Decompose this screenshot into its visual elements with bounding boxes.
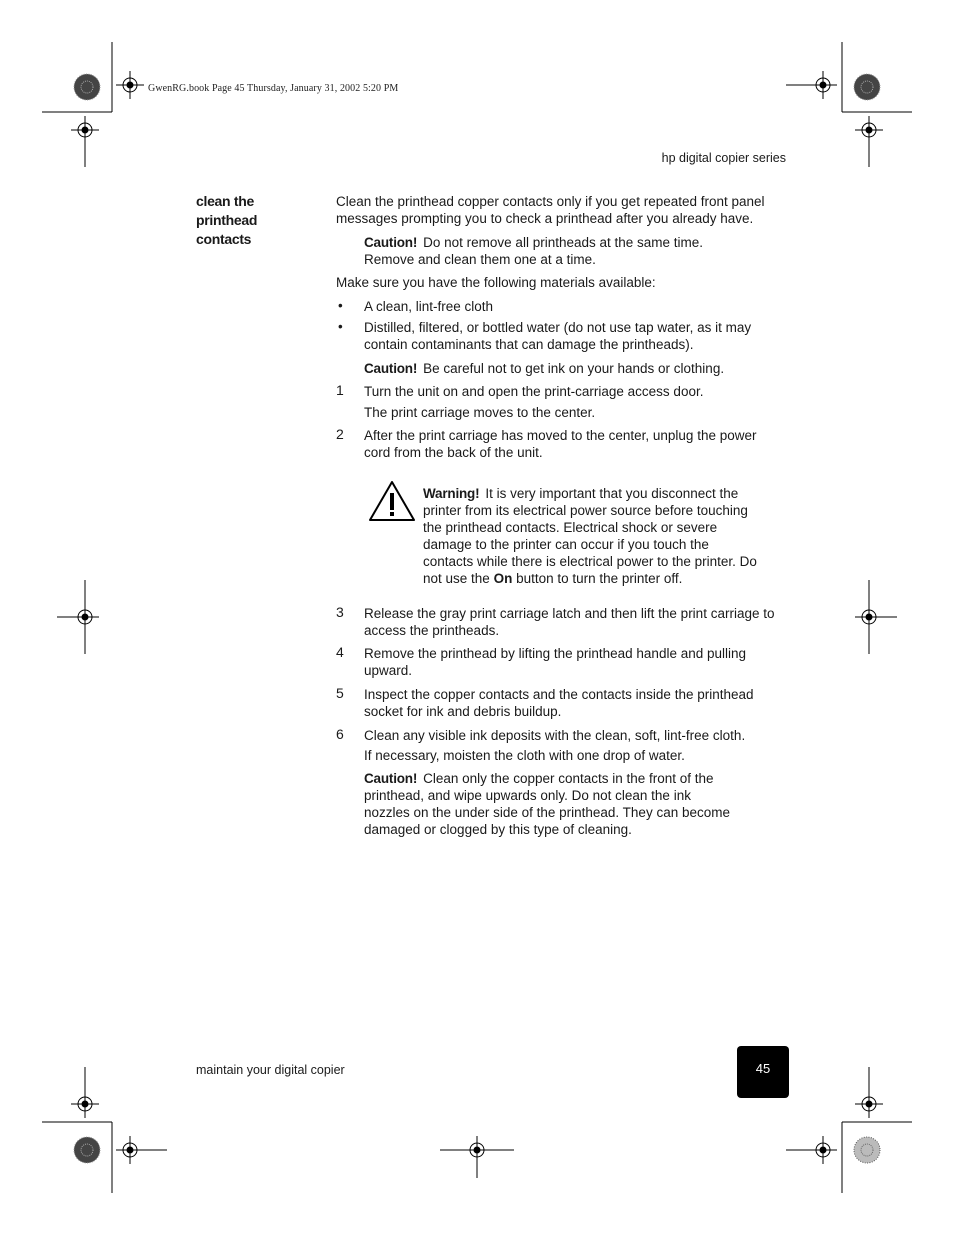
caution-label: Caution! <box>364 361 418 376</box>
step-number: 4 <box>336 644 344 660</box>
caution-text: printhead, and wipe upwards only. Do not clean the ink <box>364 788 691 803</box>
caution-text: damaged or clogged by this type of cleaning. <box>364 822 632 837</box>
step-number: 1 <box>336 382 344 398</box>
intro-line: messages prompting you to check a printhead after you already have. <box>336 211 754 226</box>
warning-text: It is very important that you disconnect the <box>485 486 739 501</box>
step-note: The print carriage moves to the center. <box>364 405 596 420</box>
caution-note <box>364 770 730 838</box>
bullet-symbol: • <box>338 298 343 313</box>
book-slug: GwenRG.book Page 45 Thursday, January 31, 2002 5:20 PM <box>148 83 399 94</box>
caution-text: Be careful not to get ink on your hands or clothing. <box>423 361 725 376</box>
warning-text: the printhead contacts. Electrical shock or severe <box>423 520 718 535</box>
step-text <box>364 427 756 461</box>
step-line: socket for ink and debris buildup. <box>364 704 562 719</box>
warning-note <box>423 485 757 587</box>
warning-label: Warning! <box>423 486 480 501</box>
bullet-line: contain contaminants that can damage the printheads). <box>364 337 694 352</box>
materials-intro: Make sure you have the following materials available: <box>336 275 656 290</box>
caution-text: Clean only the copper contacts in the front of the <box>423 771 714 786</box>
footer-section-title: maintain your digital copier <box>196 1063 345 1077</box>
step-number: 3 <box>336 604 344 620</box>
caution-text: nozzles on the under side of the printhead. They can become <box>364 805 730 820</box>
section-heading-line: printhead <box>196 212 258 228</box>
on-button-label: On <box>493 571 513 586</box>
step-text <box>364 645 746 679</box>
warning-text: printer from its electrical power source before touching <box>423 503 748 518</box>
caution-label: Caution! <box>364 771 418 786</box>
warning-text: damage to the printer can occur if you touch the <box>423 537 709 552</box>
running-head: hp digital copier series <box>661 151 786 165</box>
bullet-line: Distilled, filtered, or bottled water (do not use tap water, as it may <box>364 320 752 335</box>
step-text: Turn the unit on and open the print-carriage access door. <box>364 384 704 399</box>
page-number-box <box>737 1046 789 1098</box>
step-line: cord from the back of the unit. <box>364 445 543 460</box>
section-heading-line: clean the <box>196 193 254 209</box>
caution-note <box>364 234 703 268</box>
step-number: 2 <box>336 426 344 442</box>
warning-text: button to turn the printer off. <box>512 571 683 586</box>
caution-label: Caution! <box>364 235 418 250</box>
step-line: Release the gray print carriage latch and then lift the print carriage to <box>364 606 775 621</box>
bullet-symbol: • <box>338 319 343 334</box>
caution-note <box>364 360 724 377</box>
intro-line: Clean the printhead copper contacts only if you get repeated front panel <box>336 194 765 209</box>
section-heading <box>196 192 316 249</box>
step-line: Remove the printhead by lifting the printhead handle and pulling <box>364 646 747 661</box>
step-text <box>364 686 754 720</box>
bullet-item: A clean, lint-free cloth <box>364 299 494 314</box>
section-heading-line: contacts <box>196 231 252 247</box>
intro-paragraph <box>336 193 765 227</box>
step-text: Clean any visible ink deposits with the clean, soft, lint-free cloth. <box>364 728 746 743</box>
step-line: After the print carriage has moved to the center, unplug the power <box>364 428 757 443</box>
warning-text: not use the <box>423 571 494 586</box>
page-number: 45 <box>755 1060 771 1076</box>
step-line: access the printheads. <box>364 623 500 638</box>
step-number: 6 <box>336 726 344 742</box>
step-note: If necessary, moisten the cloth with one drop of water. <box>364 748 685 763</box>
warning-triangle-icon <box>367 479 417 523</box>
step-number: 5 <box>336 685 344 701</box>
warning-text: contacts while there is electrical power to the printer. Do <box>423 554 757 569</box>
caution-text: Do not remove all printheads at the same time. <box>423 235 704 250</box>
step-line: Inspect the copper contacts and the contacts inside the printhead <box>364 687 754 702</box>
step-text <box>364 605 774 639</box>
bullet-item <box>364 319 751 353</box>
step-line: upward. <box>364 663 413 678</box>
caution-text: Remove and clean them one at a time. <box>364 252 596 267</box>
